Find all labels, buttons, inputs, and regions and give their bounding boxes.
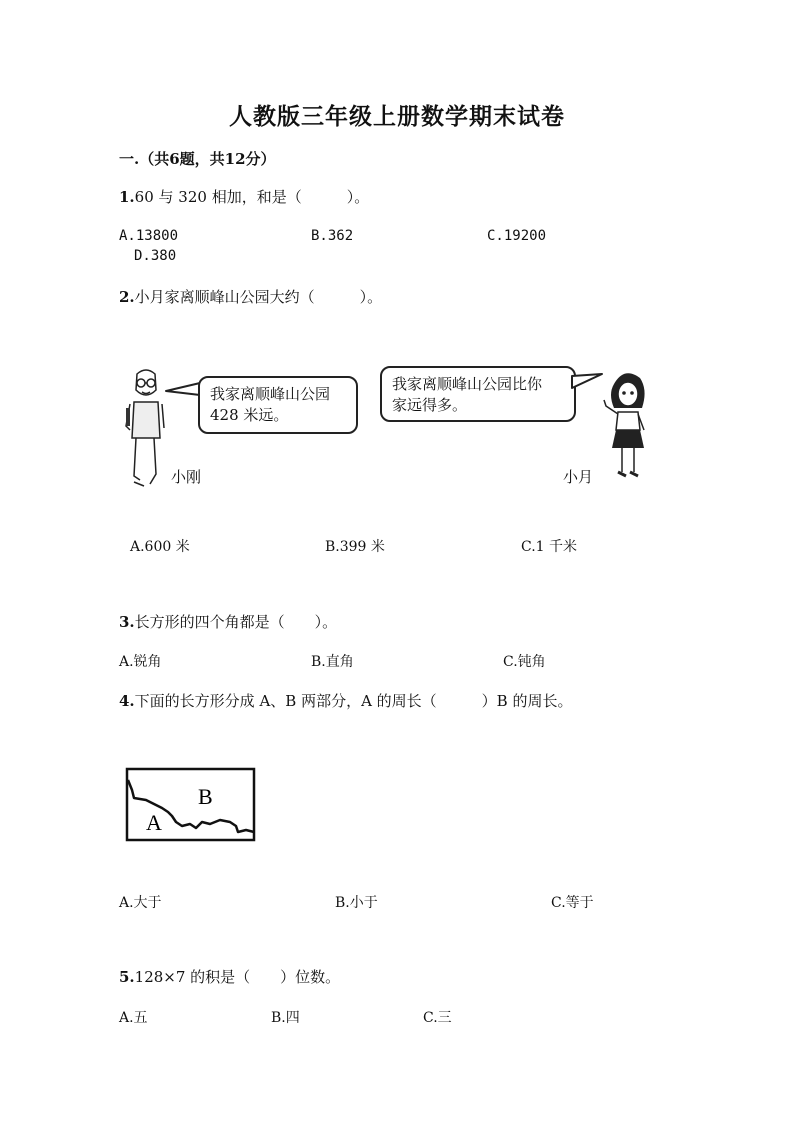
- q2-option-a[interactable]: [130, 536, 190, 556]
- question-text: 60 与 320 相加，和是（ ）。: [134, 188, 370, 206]
- question-number: 1.: [119, 188, 135, 206]
- option-label: A.锐角: [119, 654, 162, 670]
- boy-illustration: [120, 366, 172, 494]
- q4-option-a[interactable]: [119, 892, 162, 912]
- option-label: A.五: [119, 1010, 148, 1026]
- q5-option-b[interactable]: [271, 1007, 300, 1027]
- q4-option-c[interactable]: [551, 892, 594, 912]
- name-xiaoyue: 小月: [563, 468, 594, 486]
- q5-option-a[interactable]: [119, 1007, 148, 1027]
- girl-illustration: [600, 368, 658, 480]
- q1-option-a[interactable]: A.13800: [119, 228, 179, 244]
- label-a: A: [146, 810, 162, 835]
- option-label: C.三: [423, 1010, 452, 1026]
- question-5: [119, 966, 340, 987]
- option-label: B.小于: [335, 895, 378, 911]
- question-text: 小月家离顺峰山公园大约（ ）。: [134, 288, 383, 306]
- option-label: C.等于: [551, 895, 594, 911]
- question-4: [119, 690, 572, 711]
- option-label: B.直角: [311, 654, 354, 670]
- speech-bubble-xiaogang: [198, 376, 358, 434]
- bubble-line: 我家离顺峰山公园比你: [392, 375, 543, 393]
- question-2: [119, 286, 382, 307]
- q2-option-c[interactable]: [521, 536, 577, 556]
- q1-option-b[interactable]: B.362: [311, 228, 354, 244]
- section-heading: 一.（共6题，共12分）: [119, 150, 276, 168]
- q3-option-b[interactable]: [311, 651, 354, 671]
- speech-bubble-xiaoyue: [380, 366, 576, 422]
- page-title: 人教版三年级上册数学期末试卷: [229, 103, 565, 130]
- question-text: 长方形的四个角都是（ ）。: [134, 613, 338, 631]
- option-label: A.大于: [119, 895, 162, 911]
- q2-option-b[interactable]: [325, 536, 385, 556]
- option-label: C.钝角: [503, 654, 546, 670]
- name-xiaogang: 小刚: [171, 468, 202, 486]
- bubble-line: 家远得多。: [392, 396, 468, 414]
- question-number: 2.: [119, 288, 135, 306]
- question-text: 128×7 的积是（ ）位数。: [134, 968, 341, 986]
- question-3: [119, 611, 337, 632]
- question-number: 5.: [119, 968, 135, 986]
- rectangle-figure: [126, 768, 256, 842]
- option-label: C.1 千米: [521, 539, 578, 555]
- question-number: 4.: [119, 692, 135, 710]
- option-label: A.600 米: [130, 539, 190, 555]
- q4-option-b[interactable]: [335, 892, 378, 912]
- bubble-line: 428 米远。: [210, 406, 289, 424]
- option-label: B.四: [271, 1010, 300, 1026]
- label-b: B: [198, 784, 213, 809]
- question-1: [119, 186, 369, 207]
- option-label: B.399 米: [325, 539, 385, 555]
- q1-option-d[interactable]: D.380: [134, 248, 177, 264]
- left-bubble-tail: [166, 383, 202, 397]
- question-text: 下面的长方形分成 A、B 两部分，A 的周长（ ）B 的周长。: [134, 692, 573, 710]
- q3-option-a[interactable]: [119, 651, 162, 671]
- q5-option-c[interactable]: [423, 1007, 452, 1027]
- q1-option-c[interactable]: C.19200: [487, 228, 547, 244]
- question-number: 3.: [119, 613, 135, 631]
- q3-option-c[interactable]: [503, 651, 546, 671]
- bubble-line: 我家离顺峰山公园: [210, 385, 331, 403]
